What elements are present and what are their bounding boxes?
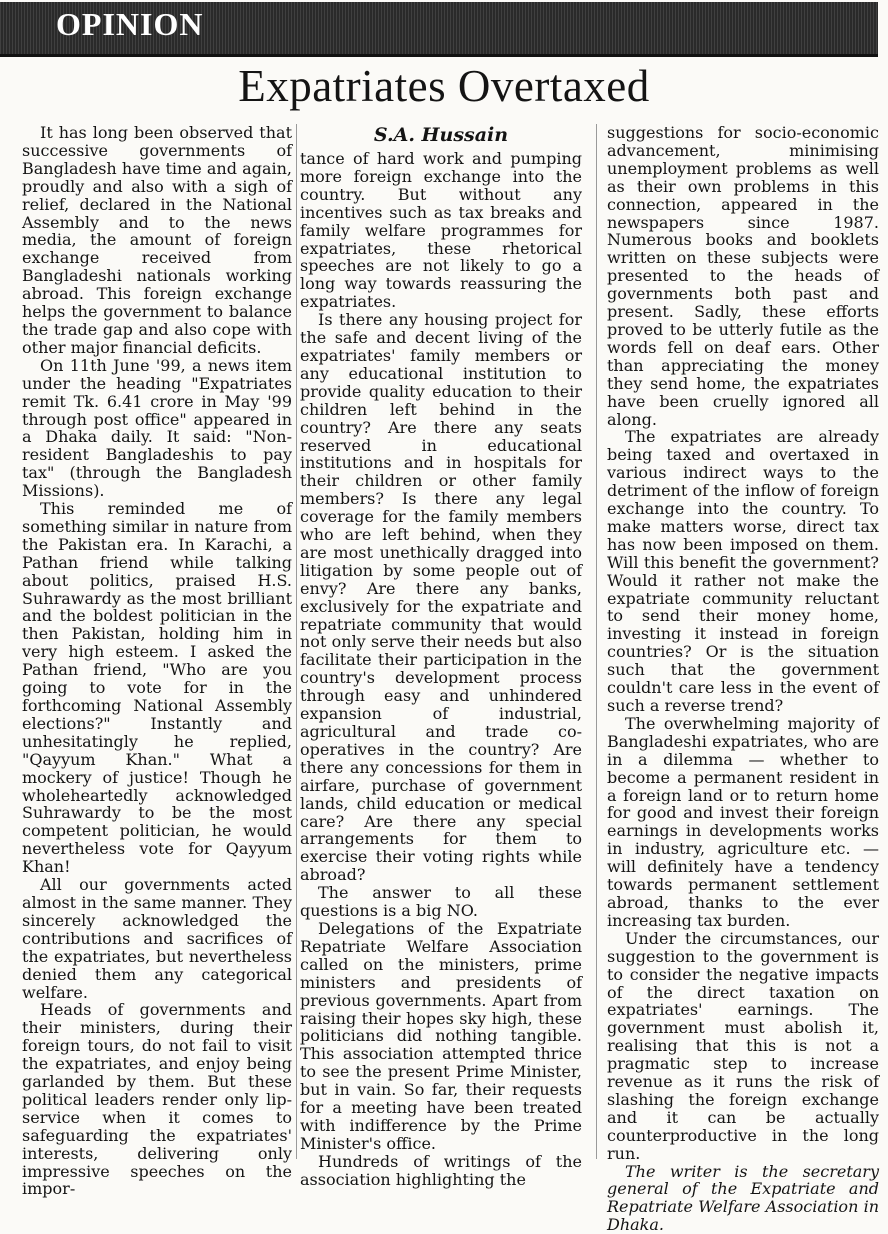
section-label: OPINION (56, 6, 204, 42)
author-byline: S.A. Hussain (373, 124, 509, 146)
paragraph: The overwhelming majority of Bangladeshi expatriates, who are in a dilemma — whether to become a permanent resident in a foreign land or to return home for good and invest their foreign earnings in developments works in industry, agriculture etc. — will definitely have a tendency towards permanent settlement abroad, thanks to the ever increasing tax burden. (607, 713, 879, 930)
paragraph: Heads of governments and their ministers, during their foreign tours, do not fail to visit the expatriates, and enjoy being garlanded by them. But these political leaders render only lip-service when it comes to safeguarding the expatriates' interests, delivering only impressive speeches on the impor- (22, 1000, 292, 1199)
article-column-2 (300, 124, 582, 1189)
paragraph: The answer to all these questions is a big NO. (300, 883, 582, 921)
paragraph: Hundreds of writings of the association highlighting the (300, 1151, 582, 1189)
paragraph: This reminded me of something similar in nature from the Pakistan era. In Karachi, a Pathan friend while talking about politics, praised H.S. Suhrawardy as the most brilliant and the boldest politician in the then Pakistan, holding him in very high esteem. I asked the Pathan friend, "Who are you going to vote for in the forthcoming National Assembly elections?" Instantly and unhesitatingly he replied, "Qayyum Khan." What a mockery of justice! Though he wholeheartedly acknowledged Suhrawardy to be the most competent politician, he would nevertheless vote for Qayyum Khan! (22, 499, 292, 877)
column-divider (596, 124, 597, 1159)
paragraph: The expatriates are already being taxed and overtaxed in various indirect ways to the detriment of the inflow of foreign exchange into the country. To make matters worse, direct tax has now been imposed on them. Will this benefit the government? Would it rather not make the expatriate community reluctant to send their money home, investing it instead in foreign countries? Or is the situation such that the government couldn't care less in the event of such a reverse trend? (607, 427, 879, 715)
paragraph: tance of hard work and pumping more foreign exchange into the country. But without any incentives such as tax breaks and family welfare programmes for expatriates, these rhetorical speeches are not likely to go a long way towards reassuring the expatriates. (300, 149, 582, 312)
column-divider (296, 124, 297, 1159)
paragraph: Is there any housing project for the safe and decent living of the expatriates' family members or any educational institution to provide quality education to their children left behind in the country? Are there any seats reserved in educational institutions and in hospitals for their children or other family members? Is there any legal coverage for the family members who are left behind, when they are most unethically dragged into litigation by some people out of envy? Are there any banks, exclusively for the expatriate and repatriate community that would not only serve their needs but also facilitate their participation in the country's development process through easy and unhindered expansion of industrial, agricultural and trade co-operatives in the country? Are there any concessions for them in airfare, purchase of government lands, child education or medical care? Are there any special arrangements for them to exercise their voting rights while abroad? (300, 310, 582, 885)
article-headline: Expatriates Overtaxed (238, 61, 650, 111)
article-column-3 (607, 123, 879, 1234)
section-banner (0, 2, 878, 57)
author-note: The writer is the secretary general of the Expatriate and Repatriate Welfare Association in Dhaka. (607, 1161, 879, 1234)
paragraph: All our governments acted almost in the same manner. They sincerely acknowledged the contributions and sacrifices of the expatriates, but nevertheless denied them any categorical welfare. (22, 875, 292, 1002)
paragraph: It has long been observed that successive governments of Bangladesh have time and again, proudly and also with a sigh of relief, declared in the National Assembly and to the news media, the amount of foreign exchange received from Bangladeshi nationals working abroad. This foreign exchange helps the government to balance the trade gap and also cope with other major financial deficits. (22, 123, 292, 357)
article-column-1 (22, 123, 292, 1199)
paragraph: suggestions for socio-economic advancement, minimising unemployment problems as well as their own problems in this connection, appeared in the newspapers since 1987. Numerous books and booklets written on these subjects were presented to the heads of governments both past and present. Sadly, these efforts proved to be utterly futile as the words fell on deaf ears. Other than appreciating the money they send home, the expatriates have been cruelly ignored all along. (607, 123, 879, 429)
paragraph: Under the circumstances, our suggestion to the government is to consider the negative impacts of the direct taxation on expatriates' earnings. The government must abolish it, realising that this is not a pragmatic step to increase revenue as it runs the risk of slashing the foreign exchange and it can be actually counterproductive in the long run. (607, 928, 879, 1163)
paragraph: On 11th June '99, a news item under the heading "Expatriates remit Tk. 6.41 crore in May '99 through post office" appeared in a Dhaka daily. It said: "Non-resident Bangladeshis to pay tax" (through the Bangladesh Missions). (22, 355, 292, 501)
paragraph: Delegations of the Expatriate Repatriate Welfare Association called on the ministers, prime ministers and presidents of previous governments. Apart from raising their hopes sky high, these politicians did nothing tangible. This association attempted thrice to see the present Prime Minister, but in vain. So far, their requests for a meeting have been treated with indifference by the Prime Minister's office. (300, 918, 582, 1153)
